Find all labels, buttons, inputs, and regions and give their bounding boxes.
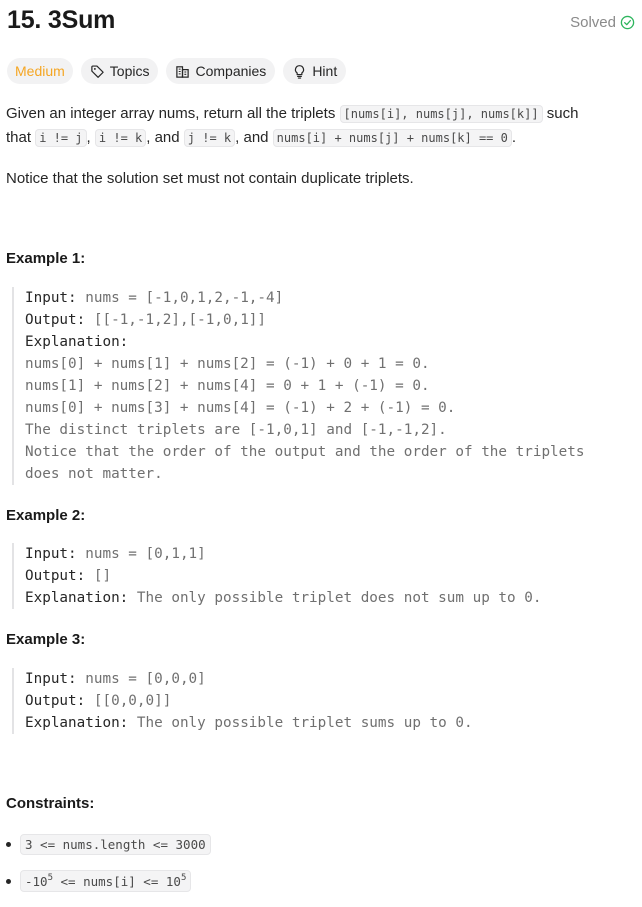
inline-code: i != j (35, 129, 86, 147)
example-1-block (12, 287, 642, 485)
check-circle-icon (620, 15, 635, 30)
explanation-line: Notice that the order of the output and the order of the triplets (25, 444, 585, 460)
constraint-part: <= nums[i] <= 10 (53, 874, 181, 889)
output-value: [[0,0,0]] (85, 693, 172, 709)
topics-button[interactable] (81, 58, 159, 84)
hint-button[interactable] (283, 58, 346, 84)
exponent: 5 (180, 873, 187, 883)
input-label: Input: (25, 671, 77, 687)
companies-label: Companies (195, 63, 267, 79)
description-text: . (511, 129, 517, 146)
explanation-line: The distinct triplets are [-1,0,1] and [-1,-1,2]. (25, 422, 447, 438)
constraints-title: Constraints: (6, 795, 95, 812)
explanation-label: Explanation: (25, 590, 129, 606)
constraint-code (20, 870, 191, 892)
description-text: such (542, 105, 579, 122)
constraint-part: -10 (25, 874, 48, 889)
problem-header (7, 6, 635, 40)
description-text: , and (235, 129, 273, 146)
example-3-title: Example 3: (6, 631, 86, 648)
building-icon (175, 64, 190, 79)
description-text: Given an integer array nums, return all the triplets (6, 105, 340, 122)
output-value: [] (85, 568, 112, 584)
example-2-title: Example 2: (6, 507, 86, 524)
tag-icon (90, 64, 105, 79)
explanation-label: Explanation: (25, 715, 129, 731)
bullet (6, 879, 11, 884)
explanation-line: does not matter. (25, 466, 163, 482)
companies-button[interactable] (166, 58, 275, 84)
explanation-line: nums[1] + nums[2] + nums[4] = 0 + 1 + (-1) = 0. (25, 378, 430, 394)
problem-title: 15. 3Sum (7, 6, 116, 34)
explanation-line: nums[0] + nums[3] + nums[4] = (-1) + 2 + (-1) = 0. (25, 400, 456, 416)
explanation-value: The only possible triplet does not sum up to 0. (128, 590, 542, 606)
example-3-block (12, 668, 642, 734)
inline-code: i != k (95, 129, 146, 147)
example-2-block (12, 543, 642, 609)
difficulty-label: Medium (15, 63, 65, 79)
output-label: Output: (25, 312, 86, 328)
input-value: nums = [-1,0,1,2,-1,-4] (76, 290, 284, 306)
explanation-label: Explanation: (25, 334, 129, 350)
inline-code: nums[i] + nums[j] + nums[k] == 0 (273, 129, 512, 147)
lightbulb-icon (292, 64, 307, 79)
input-value: nums = [0,0,0] (76, 671, 206, 687)
input-label: Input: (25, 546, 77, 562)
explanation-line: nums[0] + nums[1] + nums[2] = (-1) + 0 + 1 = 0. (25, 356, 430, 372)
input-value: nums = [0,1,1] (76, 546, 206, 562)
difficulty-badge (7, 58, 73, 84)
tag-bar (7, 58, 346, 84)
constraint-item (6, 870, 191, 892)
inline-code: j != k (184, 129, 235, 147)
description-text: , and (146, 129, 184, 146)
exponent: 5 (47, 873, 53, 883)
output-label: Output: (25, 693, 86, 709)
solved-label: Solved (570, 14, 616, 31)
example-1-title: Example 1: (6, 250, 86, 267)
constraint-code: 3 <= nums.length <= 3000 (20, 834, 211, 855)
description-paragraph (6, 102, 636, 150)
description-text: , (86, 129, 95, 146)
notice-paragraph: Notice that the solution set must not contain duplicate triplets. (6, 170, 414, 187)
constraint-item (6, 834, 211, 855)
output-label: Output: (25, 568, 86, 584)
bullet (6, 842, 11, 847)
output-value: [[-1,-1,2],[-1,0,1]] (85, 312, 267, 328)
inline-code: [nums[i], nums[j], nums[k]] (340, 105, 543, 123)
solved-status (570, 14, 635, 31)
explanation-value: The only possible triplet sums up to 0. (128, 715, 473, 731)
hint-label: Hint (312, 63, 338, 79)
input-label: Input: (25, 290, 77, 306)
topics-label: Topics (109, 63, 150, 79)
description-text: that (6, 129, 36, 146)
